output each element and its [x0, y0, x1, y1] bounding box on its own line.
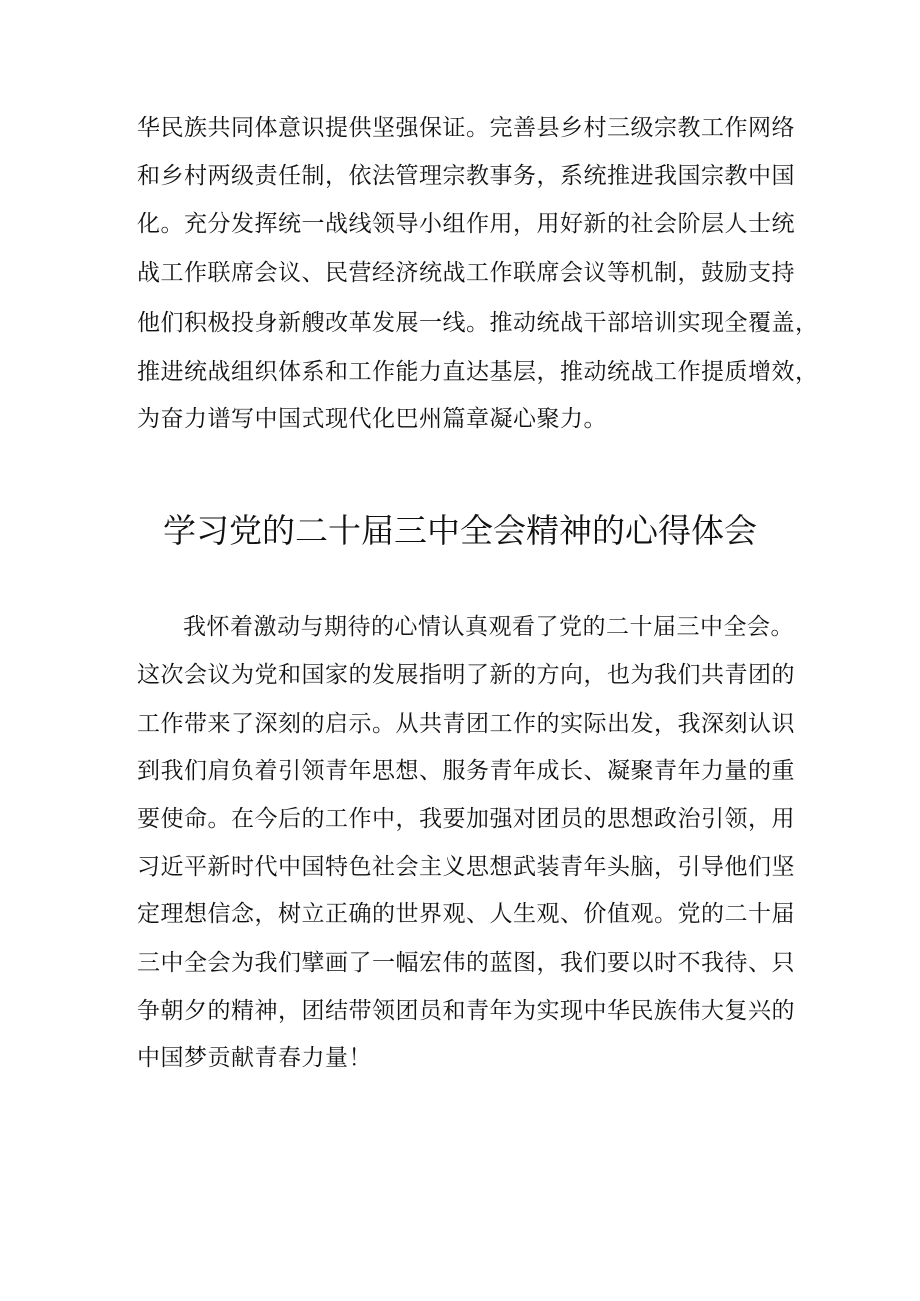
section1-line-4: 战工作联席会议、民营经济统战工作联席会议等机制，鼓励支持 [137, 260, 795, 286]
article-line-7: 定理想信念，树立正确的世界观、人生观、价值观。党的二十届 [137, 901, 795, 927]
section1-line-6: 推进统战组织体系和工作能力直达基层，推动统战工作提质增效， [137, 359, 819, 385]
article-line-8: 三中全会为我们擘画了一幅宏伟的蓝图，我们要以时不我待、只 [137, 950, 795, 976]
article-line-9: 争朝夕的精神，团结带领团员和青年为实现中华民族伟大复兴的 [137, 998, 795, 1024]
section1-line-2: 和乡村两级责任制，依法管理宗教事务，系统推进我国宗教中国 [137, 163, 795, 189]
section1-line-7: 为奋力谱写中国式现代化巴州篇章凝心聚力。 [137, 406, 607, 432]
section1-line-1: 华民族共同体意识提供坚强保证。完善县乡村三级宗教工作网络 [137, 115, 795, 141]
article-line-10: 中国梦贡献青春力量！ [137, 1045, 372, 1071]
article-title: 学习党的二十届三中全会精神的心得体会 [163, 511, 757, 550]
article-line-5: 要使命。在今后的工作中，我要加强对团员的思想政治引领，用 [137, 806, 795, 832]
section1-line-5: 他们积极投身新艘改革发展一线。推动统战干部培训实现全覆盖， [137, 310, 819, 336]
article-line-6: 习近平新时代中国特色社会主义思想武装青年头脑，引导他们坚 [137, 854, 795, 880]
section1-line-3: 化。充分发挥统一战线领导小组作用，用好新的社会阶层人士统 [137, 211, 795, 237]
article-line-1: 我怀着激动与期待的心情认真观看了党的二十届三中全会。 [183, 614, 794, 640]
article-line-4: 到我们肩负着引领青年思想、服务青年成长、凝聚青年力量的重 [137, 758, 795, 784]
article-line-2: 这次会议为党和国家的发展指明了新的方向，也为我们共青团的 [137, 662, 795, 688]
article-line-3: 工作带来了深刻的启示。从共青团工作的实际出发，我深刻认识 [137, 711, 795, 737]
